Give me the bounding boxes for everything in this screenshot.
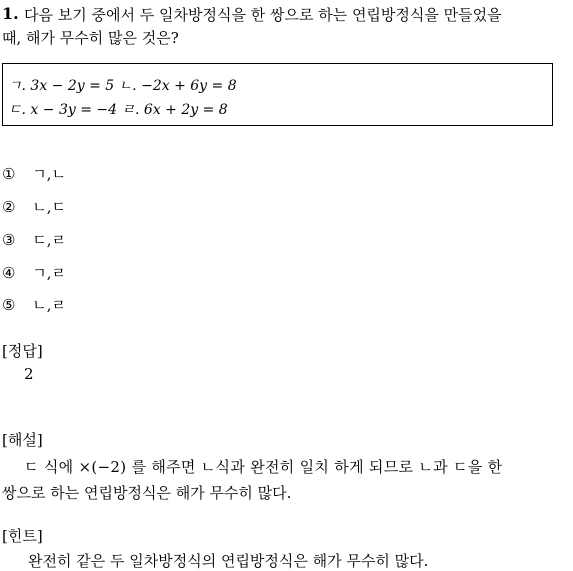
choice-marker: ① <box>2 165 16 183</box>
choice-3[interactable] <box>2 229 66 250</box>
choice-marker: ⑤ <box>2 296 16 314</box>
options-row-2: ㄷ. x − 3y = −4 ㄹ. 6x + 2y = 8 <box>8 102 228 118</box>
choice-marker: ② <box>2 198 16 216</box>
hint-label: [힌트] <box>2 527 43 545</box>
choice-4[interactable] <box>2 262 66 283</box>
answer-label: [정답] <box>2 342 43 360</box>
hint-line-1: 완전히 같은 두 일차방정식의 연립방정식은 해가 무수히 많다. <box>28 552 429 570</box>
choice-5[interactable] <box>2 294 66 315</box>
answer-value: 2 <box>24 365 34 383</box>
explanation-line-1: ㄷ 식에 ×(−2) 를 해주면 ㄴ식과 완전히 일치 하게 되므로 ㄴ과 ㄷ을 한 <box>24 458 503 476</box>
choice-text: ㄴ,ㄹ <box>32 296 66 314</box>
choice-2[interactable] <box>2 196 66 217</box>
choice-marker: ④ <box>2 264 16 282</box>
options-row-1: ㄱ. 3x − 2y = 5 ㄴ. −2x + 6y = 8 <box>8 78 237 94</box>
choice-text: ㄴ,ㄷ <box>32 198 66 216</box>
choice-marker: ③ <box>2 231 16 249</box>
question-line-1: 다음 보기 중에서 두 일차방정식을 한 쌍으로 하는 연립방정식을 만들었을 <box>24 6 502 24</box>
question-line-2: 때, 해가 무수히 많은 것은? <box>2 29 179 47</box>
explanation-label: [해설] <box>2 431 43 449</box>
explanation-line-2: 쌍으로 하는 연립방정식은 해가 무수히 많다. <box>2 484 292 502</box>
question-number: 1. <box>2 4 19 23</box>
choice-text: ㄱ,ㄴ <box>32 165 66 183</box>
choice-text: ㄷ,ㄹ <box>32 231 66 249</box>
choice-text: ㄱ,ㄹ <box>32 264 66 282</box>
choice-1[interactable] <box>2 163 66 184</box>
